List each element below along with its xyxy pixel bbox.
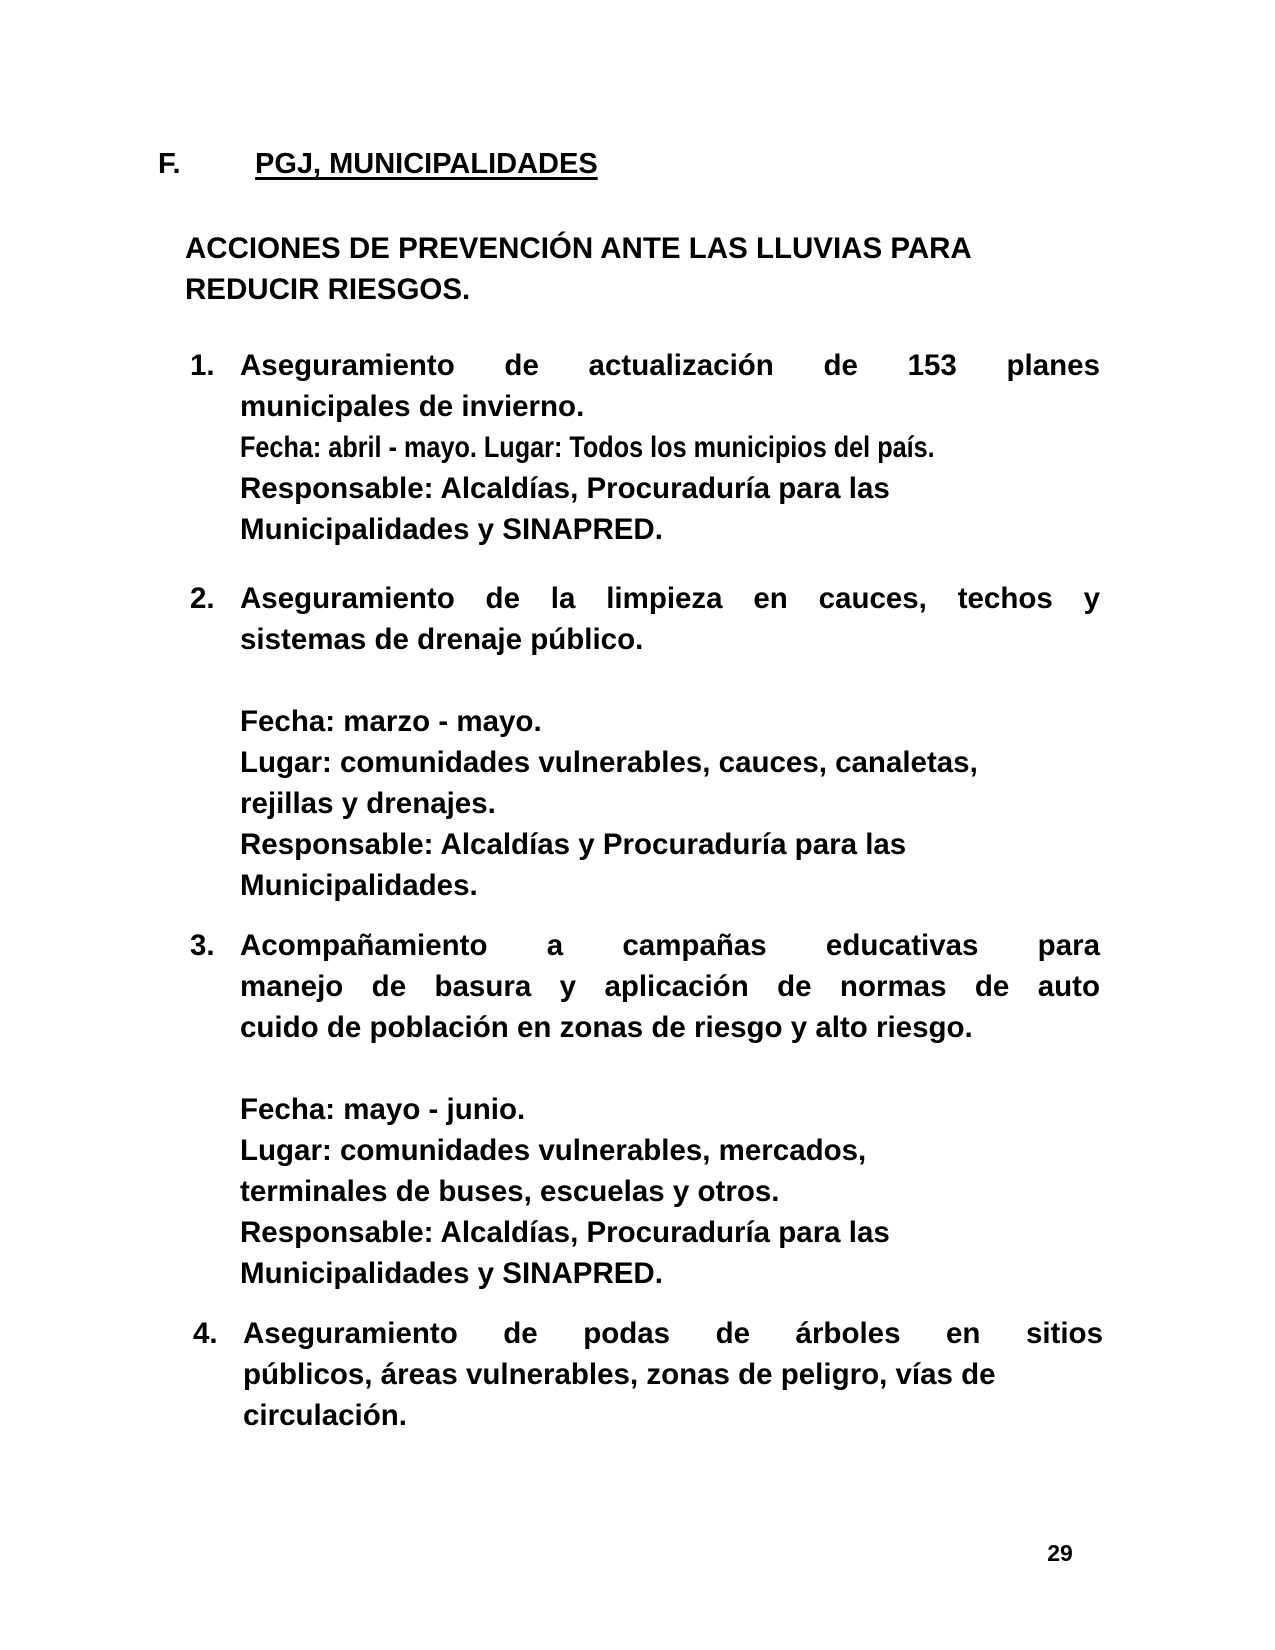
detail-line-responsable: Responsable: Alcaldías, Procuraduría para las: [240, 1216, 890, 1249]
list-item: [190, 345, 1100, 550]
detail-line-lugar: Lugar: comunidades vulnerables, mercados,: [240, 1134, 867, 1167]
detail-line-responsable-cont: Municipalidades y SINAPRED.: [240, 1257, 663, 1290]
detail-line-lugar-cont: terminales de buses, escuelas y otros.: [240, 1175, 780, 1208]
page-title: ACCIONES DE PREVENCIÓN ANTE LAS LLUVIAS PARA REDUCIR RIESGOS.: [185, 232, 971, 306]
list-item-body: [240, 578, 1100, 906]
list-item-number: 3.: [190, 929, 215, 962]
lead-line: sistemas de drenaje público.: [240, 623, 644, 656]
list-item-number: 2.: [190, 582, 215, 615]
section-letter: F.: [158, 148, 181, 180]
lead-line: municipales de invierno.: [240, 390, 585, 423]
lead-line: Aseguramiento de actualización de 153 planes: [240, 349, 1100, 382]
detail-line-fecha: Fecha: marzo - mayo.: [240, 705, 542, 738]
page-number: 29: [1047, 1540, 1073, 1566]
list-item-lead: [240, 345, 1100, 427]
lead-line: circulación.: [243, 1399, 407, 1432]
list-item: [190, 925, 1100, 1294]
detail-line-fecha-lugar: [240, 427, 1100, 468]
lead-line: manejo de basura y aplicación de normas de auto: [240, 970, 1100, 1003]
detail-line-responsable: Responsable: Alcaldías y Procuraduría para las: [240, 828, 907, 861]
list-item-detail: [240, 701, 1100, 906]
list-item-lead: [240, 925, 1100, 1048]
detail-line-responsable: Responsable: Alcaldías, Procuraduría para las: [240, 472, 890, 505]
detail-line-lugar-cont: rejillas y drenajes.: [240, 787, 496, 820]
detail-line-responsable-cont: Municipalidades.: [240, 869, 478, 902]
paragraph-spacer: [240, 660, 1100, 701]
list-item-lead: [243, 1313, 1103, 1436]
lead-line: Aseguramiento de la limpieza en cauces, techos y: [240, 582, 1100, 615]
list-item-number: 4.: [193, 1317, 218, 1350]
lead-line: cuido de población en zonas de riesgo y alto riesgo.: [240, 1011, 973, 1044]
list-item-body: [240, 345, 1100, 550]
detail-line-lugar: Lugar: comunidades vulnerables, cauces, canaletas,: [240, 746, 978, 779]
list-item: [193, 1313, 1103, 1436]
section-title: PGJ, MUNICIPALIDADES: [255, 148, 598, 180]
list-item-lead: [240, 578, 1100, 660]
detail-line-responsable-cont: Municipalidades y SINAPRED.: [240, 513, 663, 546]
list-item-detail: [240, 1089, 1100, 1294]
list-item: [190, 578, 1100, 906]
lead-line: Acompañamiento a campañas educativas para: [240, 929, 1100, 962]
lead-line: públicos, áreas vulnerables, zonas de peligro, vías de: [243, 1358, 996, 1391]
paragraph-spacer: [240, 1048, 1100, 1089]
detail-line-fecha: Fecha: mayo - junio.: [240, 1093, 526, 1126]
list-item-number: 1.: [190, 349, 215, 382]
list-item-body: [240, 925, 1100, 1294]
section-heading: [158, 148, 598, 181]
detail-text: Fecha: abril - mayo. Lugar: Todos los municipios del país.: [240, 431, 935, 464]
list-item-detail: [240, 427, 1100, 550]
lead-line: Aseguramiento de podas de árboles en sitios: [243, 1317, 1103, 1350]
list-item-body: [243, 1313, 1103, 1436]
